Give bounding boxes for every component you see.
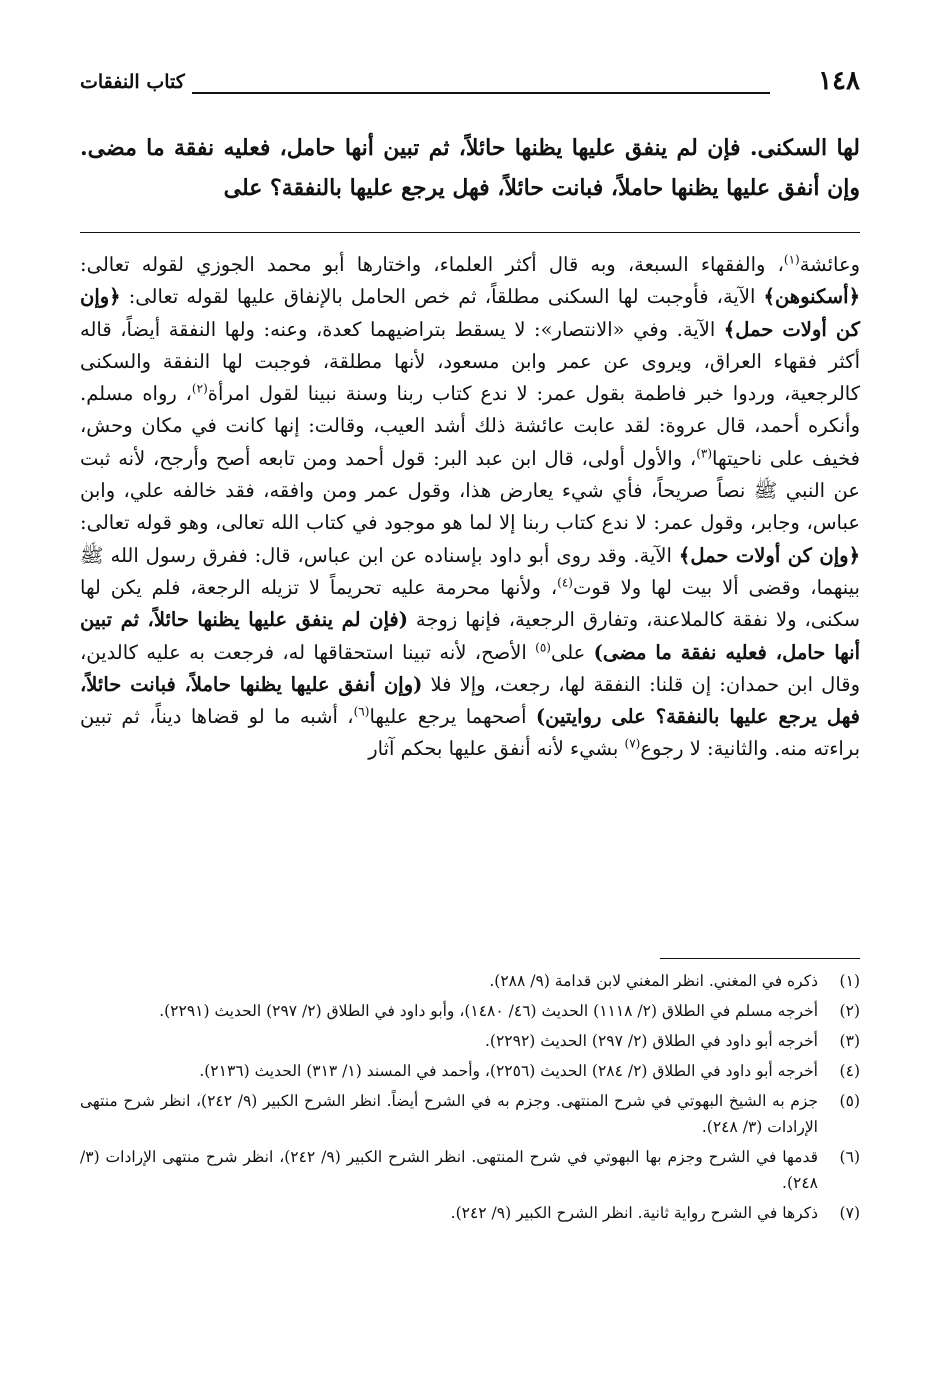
- footnote-item: [80, 1200, 860, 1226]
- commentary-text: الآية. وقد روى أبو داود بإسناده عن ابن عباس، قال: ففرق رسول الله ﷺ بينهما، وقضى ألا بيت لها ولا قوت: [80, 543, 860, 599]
- commentary-text: أصحهما يرجع عليها: [369, 705, 536, 729]
- commentary-text: بشيء لأنه أنفق عليها بحكم آثار: [368, 737, 625, 761]
- main-text: [80, 128, 860, 208]
- footnote-ref: (٣): [696, 446, 713, 461]
- commentary-text: ، والفقهاء السبعة، وبه قال أكثر العلماء، واختارها أبو محمد الجوزي لقوله تعالى:: [80, 253, 784, 276]
- footnote-text: ذكرها في الشرح رواية ثانية. انظر الشرح الكبير (٩/ ٢٤٢).: [450, 1204, 818, 1222]
- header-rule: [192, 92, 770, 94]
- footnote-number: (٢): [839, 1002, 860, 1020]
- footnote-divider: [660, 958, 860, 959]
- commentary: [80, 249, 860, 766]
- footnote-number: (٧): [839, 1204, 860, 1222]
- section-divider: [80, 232, 860, 233]
- running-title: كتاب النفقات: [80, 71, 185, 93]
- page-number: ١٤٨: [818, 66, 860, 96]
- footnote-number: (٣): [839, 1032, 860, 1050]
- commentary-text: وعائشة: [799, 253, 860, 276]
- footnote-ref: (٤): [557, 575, 573, 590]
- footnote-ref: (٥): [535, 640, 551, 655]
- footnote-text: جزم به الشيخ البهوتي في شرح المنتهى. وجزم به في الشرح أيضاً. انظر الشرح الكبير (٩/ ٢٤٢)، انظر شرح منتهى الإرادات (٣/ ٢٤٨).: [80, 1092, 818, 1136]
- commentary-text: الآية، فأوجبت لها السكنى مطلقاً، ثم خص الحامل بالإنفاق عليها لقوله تعالى:: [120, 285, 764, 309]
- commentary-text: الأصح، لأنه تبينا استحقاقها له، فرجعت به عليه كالدين، وقال ابن حمدان: إن قلنا: النفقة لها، رجعت، وإلا فلا: [80, 640, 860, 696]
- footnote-number: (٦): [839, 1148, 860, 1166]
- footnote-number: (٥): [839, 1092, 860, 1110]
- footnote-ref: (٢): [191, 381, 208, 396]
- commentary-text: الآية. وفي «الانتصار»: لا يسقط بتراضيهما كعدة، وعنه: ولها النفقة أيضاً، قاله أكثر فقهاء العراق، ويروى عن عمر وابن مسعود، لأنها مطلقة، فوجبت لها النفقة والسكنى كالرجعية، وردوا خبر فاطمة بقول عمر: لا ندع كتاب ربنا وسنة نبينا لقول امرأة: [80, 317, 860, 406]
- footnotes: [80, 968, 860, 1230]
- footnote-item: [80, 1144, 860, 1196]
- commentary-text: ، أشبه ما لو قضاها ديناً، ثم تبين براءته منه. والثانية: لا رجوع: [80, 705, 860, 761]
- footnote-item: [80, 968, 860, 994]
- commentary-text: ، والأول أولى، قال ابن عبد البر: قول أحمد ومن تابعه أصح وأرجح، لأنه ثبت عن النبي ﷺ نصاً صريحاً، فأي شيء يعارض هذا، وقول عمر ومن وافقه، فقد خالفه علي، وابن عباس، وجابر، وقول عمر: لا ندع كتاب ربنا إلا لما هو موجود في كتاب الله تعالى، وهو قوله تعالى:: [80, 446, 860, 535]
- quran-quote: ﴿أسكنوهن﴾: [763, 285, 860, 309]
- footnote-text: ذكره في المغني. انظر المغني لابن قدامة (٩/ ٢٨٨).: [489, 972, 818, 990]
- footnote-number: (١): [839, 972, 860, 990]
- quran-quote: ﴿وإن كن أولات حمل﴾: [80, 285, 860, 341]
- footnote-text: قدمها في الشرح وجزم بها البهوتي في شرح المنتهى. انظر الشرح الكبير (٩/ ٢٤٢)، انظر شرح منتهى الإرادات (٣/ ٢٤٨).: [80, 1148, 819, 1192]
- quran-quote: ﴿وإن كن أولات حمل﴾: [678, 543, 860, 567]
- commentary-text: على: [550, 640, 594, 664]
- footnote-number: (٤): [839, 1062, 860, 1080]
- matn-quote: (وإن أنفق عليها يظنها حاملاً، فبانت حائلاً، فهل يرجع عليها بالنفقة؟ على روايتين): [80, 672, 860, 729]
- commentary-paragraph: [80, 249, 860, 766]
- footnote-ref: (٦): [353, 704, 370, 719]
- footnote-ref: (٧): [624, 736, 641, 751]
- main-paragraph: لها السكنى. فإن لم ينفق عليها يظنها حائلاً، ثم تبين أنها حامل، فعليه نفقة ما مضى. وإن أنفق عليها يظنها حاملاً، فبانت حائلاً، فهل يرجع عليها بالنفقة؟ على: [80, 135, 860, 201]
- footnote-ref: (١): [783, 252, 800, 267]
- footnote-text: أخرجه مسلم في الطلاق (٢/ ١١١٨) الحديث (٤٦/ ١٤٨٠)، وأبو داود في الطلاق (٢/ ٢٩٧) الحديث (٢٢٩١).: [159, 1002, 818, 1020]
- footnote-text: أخرجه أبو داود في الطلاق (٢/ ٢٨٤) الحديث (٢٢٥٦)، وأحمد في المسند (١/ ٣١٣) الحديث (٢١٣٦).: [199, 1062, 818, 1080]
- matn-quote: (فإن لم ينفق عليها يظنها حائلاً، ثم تبين أنها حامل، فعليه نفقة ما مضى): [80, 608, 861, 664]
- page-header: [80, 64, 860, 104]
- footnote-item: [80, 1088, 860, 1140]
- footnote-item: [80, 1058, 860, 1084]
- commentary-text: ، رواه مسلم. وأنكره أحمد، قال عروة: لقد عابت عائشة ذلك أشد العيب، وقالت: إنها كانت في مكان وحش، فخيف على ناحيتها: [80, 382, 860, 470]
- commentary-text: ، ولأنها محرمة عليه تحريماً لا تزيله الرجعة، فلم يكن لها سكنى، ولا نفقة كالملاعنة، وتفارق الرجعية، فإنها زوجة: [80, 575, 860, 632]
- footnote-item: [80, 1028, 860, 1054]
- footnote-text: أخرجه أبو داود في الطلاق (٢/ ٢٩٧) الحديث (٢٢٩٢).: [484, 1032, 818, 1050]
- footnote-item: [80, 998, 860, 1024]
